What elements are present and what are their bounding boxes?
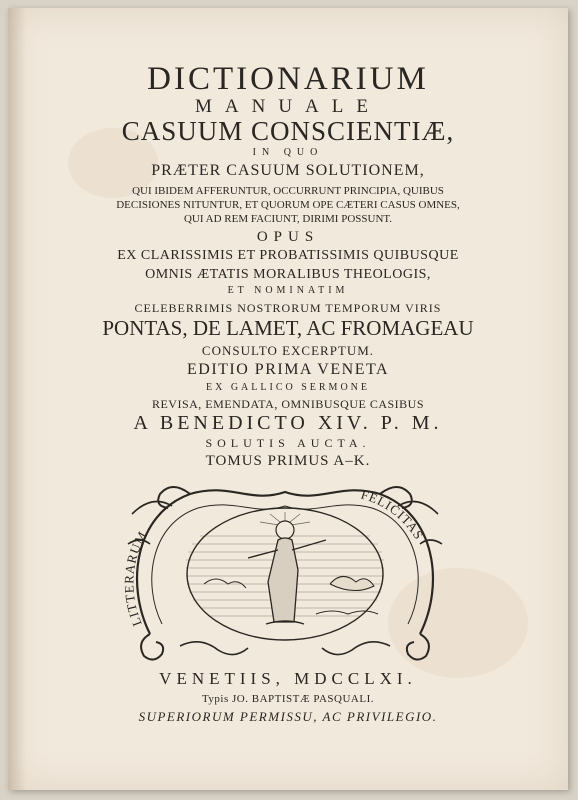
line-benedicto: A BENEDICTO XIV. P. M. [133, 412, 443, 434]
line-praeter: PRÆTER CASUUM SOLUTIONEM, [151, 162, 425, 179]
line-consulto: CONSULTO EXCERPTUM. [201, 343, 375, 358]
svg-text:FELICITAS [359, 486, 427, 542]
main-title: DICTIONARIUM [147, 61, 429, 97]
authors-line: PONTAS, DE LAMET, AC FROMAGEAU [102, 316, 474, 340]
line-nominatim: ET NOMINATIM [227, 285, 349, 296]
subtitle-manuale: MANUALE [195, 96, 381, 117]
subtitle-casuum: CASUUM CONSCIENTIÆ, [121, 116, 455, 146]
printers-device [120, 474, 450, 664]
line-in-quo: IN QUO [252, 147, 324, 158]
line-tomus: TOMUS PRIMUS A–K. [205, 453, 371, 469]
description-line-3: QUI AD REM FACIUNT, DIRIMI POSSUNT. [183, 213, 393, 225]
svg-text:LITTERARUM [121, 528, 150, 628]
line-omnis-aetatis: OMNIS ÆTATIS MORALIBUS THEOLOGIS, [145, 267, 431, 282]
line-celeberrimis: CELEBERRIMIS NOSTRORUM TEMPORUM VIRIS [134, 301, 442, 315]
line-solutis: SOLUTIS AUCTA. [205, 436, 371, 450]
imprint-printer: Typis JO. BAPTISTÆ PASQUALI. [201, 693, 375, 705]
title-page [8, 8, 568, 790]
motto-right: FELICITAS [359, 486, 427, 543]
imprint-privilege: SUPERIORUM PERMISSU, AC PRIVILEGIO. [138, 709, 438, 724]
line-ex-gallico: EX GALLICO SERMONE [206, 382, 370, 393]
line-ex-clarissimis: EX CLARISSIMIS ET PROBATISSIMIS QUIBUSQUE [117, 248, 459, 263]
description-line-2: DECISIONES NITUNTUR, ET QUORUM OPE CÆTERI CASUS OMNES, [116, 199, 460, 211]
imprint-place: VENETIIS, MDCCLXI. [159, 669, 417, 688]
motto-left: LITTERARUM [121, 528, 151, 629]
description-line-1: QUI IBIDEM AFFERUNTUR, OCCURRUNT PRINCIPIA, QUIBUS [132, 185, 444, 197]
line-opus: OPUS [256, 229, 320, 245]
line-revisa: REVISA, EMENDATA, OMNIBUSQUE CASIBUS [151, 397, 425, 411]
line-editio: EDITIO PRIMA VENETA [186, 361, 390, 378]
